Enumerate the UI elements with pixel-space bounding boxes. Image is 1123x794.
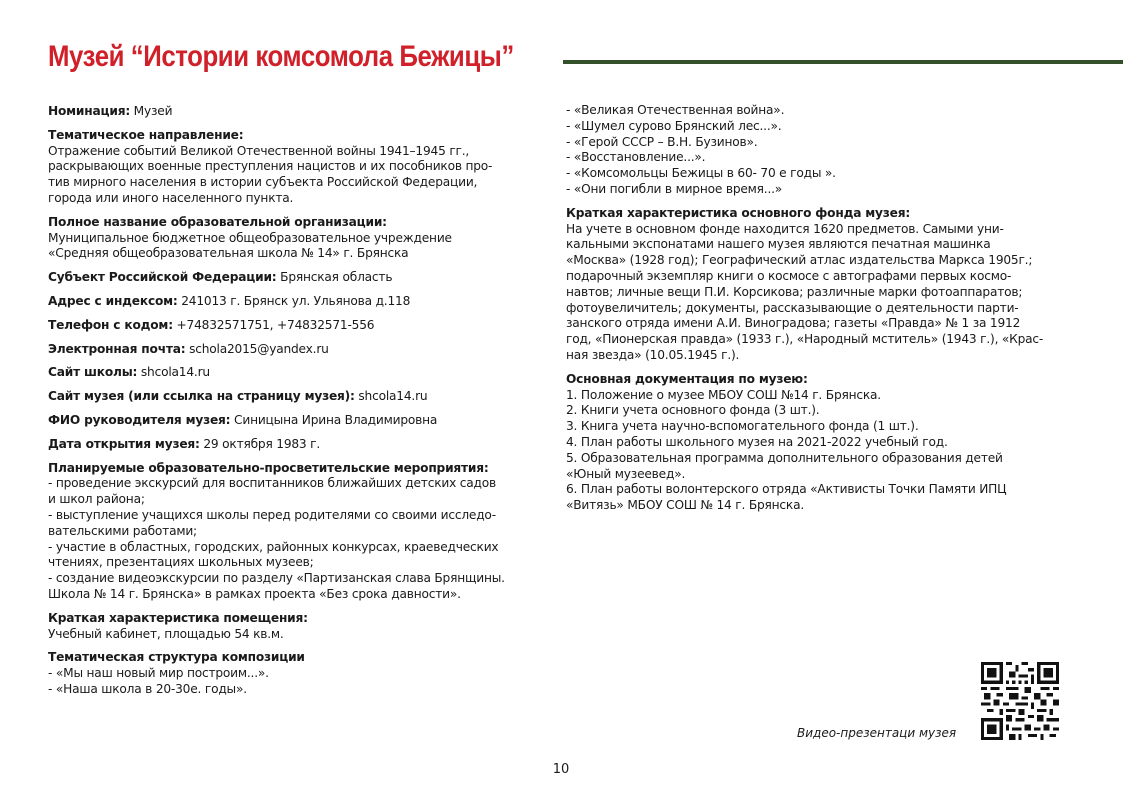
text-line: города или иного населенного пункта. — [48, 190, 294, 205]
structure-continued — [566, 103, 1071, 198]
field-label: Сайт школы: — [48, 365, 138, 380]
field-value: 241013 г. Брянск ул. Ульянова д.118 — [177, 293, 411, 308]
text-line: Школа № 14 г. Брянска» в рамках проекта «Без срока давности». — [48, 586, 461, 601]
text-line: - «Восстановление...». — [566, 150, 706, 165]
text-line: кальными экспонатами нашего музея являются печатная машинка — [566, 237, 991, 252]
field-label: Субъект Российской Федерации: — [48, 270, 277, 285]
section-label: Краткая характеристика помещения: — [48, 610, 308, 625]
text-line: 5. Образовательная программа дополнительного образования детей — [566, 450, 1003, 465]
text-line: «Витязь» МБОУ СОШ № 14 г. Брянска. — [566, 498, 805, 513]
docs-section — [566, 372, 1071, 514]
text-line: Учебный кабинет, площадью 54 кв.м. — [48, 626, 284, 641]
phone-field — [48, 318, 548, 334]
org-section — [48, 215, 548, 262]
text-line: - «Герой СССР – В.Н. Бузинов». — [566, 134, 758, 149]
text-line: - «Великая Отечественная война». — [566, 103, 785, 117]
room-section — [48, 611, 548, 643]
left-column — [48, 104, 548, 706]
text-line: «Юный музеевед». — [566, 466, 686, 481]
text-line: - «Шумел сурово Брянский лес...». — [566, 118, 782, 133]
field-label: Телефон с кодом: — [48, 317, 173, 332]
text-line: подарочный экземпляр книги о космосе с автографами первых космо- — [566, 268, 1012, 283]
text-line: 3. Книга учета научно-вспомогательного фонда (1 шт.). — [566, 419, 919, 434]
subject-field — [48, 270, 548, 286]
opened-field — [48, 437, 548, 453]
text-line: занского отряда имени А.И. Виноградова; газеты «Правда» № 1 за 1912 — [566, 316, 1021, 331]
text-line: - «Комсомольцы Бежицы в 60- 70 е годы ». — [566, 166, 836, 181]
text-line: 2. Книги учета основного фонда (3 шт.). — [566, 403, 820, 418]
text-line: 4. План работы школьного музея на 2021-2022 учебный год. — [566, 434, 948, 449]
field-label: Сайт музея (или ссылка на страницу музея): — [48, 389, 355, 404]
address-field — [48, 294, 548, 310]
text-line: вательскими работами; — [48, 523, 197, 538]
structure-section — [48, 650, 548, 697]
field-label: Номинация: — [48, 104, 130, 118]
text-line: 1. Положение о музее МБОУ СОШ №14 г. Брянска. — [566, 387, 881, 402]
field-value: +74832571751, +74832571-556 — [172, 317, 375, 332]
school-site-link[interactable]: shcola14.ru — [137, 365, 210, 380]
section-label: Полное название образовательной организации: — [48, 214, 387, 229]
text-line: «Москва» (1928 год); Географический атлас издательства Маркса 1905г.; — [566, 253, 1033, 268]
fund-section — [566, 206, 1071, 364]
header-rule — [563, 60, 1123, 64]
field-value: 29 октября 1983 г. — [199, 436, 321, 451]
text-line: чтениях, презентациях школьных музеев; — [48, 555, 314, 570]
head-field — [48, 413, 548, 429]
theme-section — [48, 128, 548, 207]
page-title: Музей “Истории комсомола Бежицы” — [48, 40, 514, 73]
field-value: Брянская область — [276, 270, 393, 285]
text-line: - «Они погибли в мирное время...» — [566, 181, 783, 196]
text-line: раскрывающих военные преступления нацистов и их пособников про- — [48, 159, 493, 174]
email-link[interactable]: schola2015@yandex.ru — [185, 341, 329, 356]
qr-caption: Видео-презентаци музея — [797, 726, 957, 740]
field-label: Адрес с индексом: — [48, 293, 178, 308]
text-line: ная звезда» (10.05.1945 г.). — [566, 347, 740, 362]
section-label: Планируемые образовательно-просветительские мероприятия: — [48, 460, 489, 475]
text-line: Муниципальное бюджетное общеобразовательное учреждение — [48, 230, 452, 245]
events-section — [48, 461, 548, 603]
field-value: Синицына Ирина Владимировна — [230, 412, 438, 427]
text-line: «Средняя общеобразовательная школа № 14» г. Брянска — [48, 246, 409, 261]
text-line: фотоувеличитель; документы, рассказывающие о деятельности парти- — [566, 300, 1019, 315]
text-line: - выступление учащихся школы перед родителями со своими исследо- — [48, 507, 496, 522]
qr-code-icon[interactable] — [981, 662, 1059, 740]
text-line: год, «Пионерская правда» (1933 г.), «Народный мститель» (1943 г.), «Крас- — [566, 332, 1044, 347]
text-line: тив мирного населения в истории субъекта Российской Федерации, — [48, 175, 478, 190]
text-line: - проведение экскурсий для воспитанников ближайших детских садов — [48, 476, 497, 491]
text-line: - «Наша школа в 20-30е. годы». — [48, 681, 247, 696]
field-value: Музей — [130, 104, 173, 118]
section-label: Основная документация по музею: — [566, 371, 808, 386]
section-label: Краткая характеристика основного фонда музея: — [566, 205, 911, 220]
field-label: ФИО руководителя музея: — [48, 412, 231, 427]
field-label: Электронная почта: — [48, 341, 186, 356]
text-line: - участие в областных, городских, районных конкурсах, краеведческих — [48, 539, 499, 554]
text-line: На учете в основном фонде находится 1620 предметов. Самыми уни- — [566, 221, 1004, 236]
text-line: и школ района; — [48, 492, 145, 507]
text-line: навтов; личные вещи П.И. Корсикова; различные марки фотоаппаратов; — [566, 284, 1023, 299]
section-label: Тематическая структура композиции — [48, 650, 305, 665]
text-line: - создание видеоэкскурсии по разделу «Партизанская слава Брянщины. — [48, 571, 505, 586]
text-line: - «Мы наш новый мир построим...». — [48, 666, 269, 681]
museum-site-field — [48, 389, 548, 405]
field-label: Дата открытия музея: — [48, 436, 200, 451]
nomination-field — [48, 104, 548, 120]
school-site-field — [48, 365, 548, 381]
page-number: 10 — [552, 762, 570, 777]
museum-site-link[interactable]: shcola14.ru — [354, 389, 428, 404]
email-field — [48, 342, 548, 358]
text-line: Отражение событий Великой Отечественной войны 1941–1945 гг., — [48, 143, 470, 158]
section-label: Тематическое направление: — [48, 127, 244, 142]
right-column — [566, 103, 1071, 522]
text-line: 6. План работы волонтерского отряда «Активисты Точки Памяти ИПЦ — [566, 482, 1007, 497]
